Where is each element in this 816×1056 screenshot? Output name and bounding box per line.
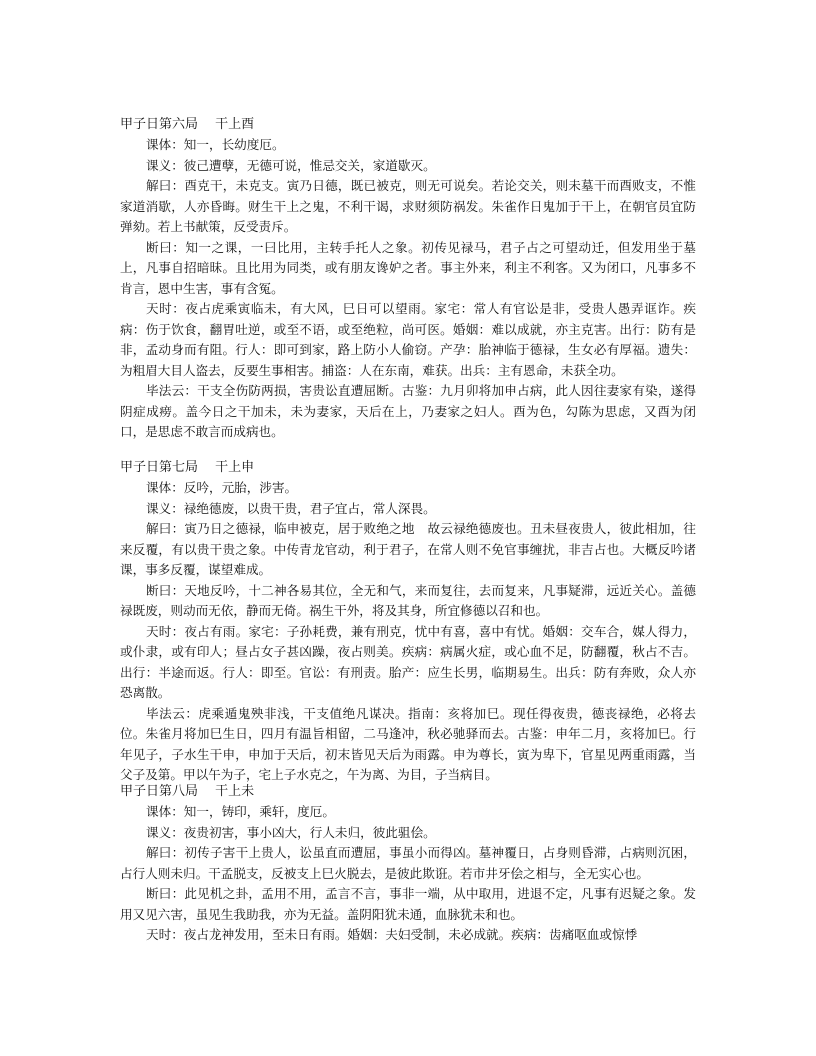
paragraph-tianshi: 天时：夜占龙神发用，至未日有雨。婚姻：夫妇受制，未必成就。疾病：齿痛呕血或惊悸: [146, 927, 638, 942]
section-6th-ju: [120, 115, 696, 443]
paragraph-duanyue: 断曰：此见机之卦，孟用不用，孟言不言，事非一端，从中取用，进退不定，凡事有迟疑之象。发用又见六害，虽见生我助我，亦为无益。盖阴阳犹未通，血脉犹未和也。: [120, 886, 696, 922]
paragraph-jieyue: 解曰：初传子害干上贵人，讼虽直而遭屈，事虽小而得凶。墓神覆日，占身则昏滞，占病则沉困，占行人则未归。干孟脱支，反被支上巳火脱去，是彼此欺诳。若市井牙侩之相与，全无实心也。: [120, 845, 696, 881]
paragraph-tianshi: 天时：夜占有雨。家宅：子孙耗费，兼有刑克，忧中有喜，喜中有忧。婚姻：交车合，媒人得力，或仆隶，或有印人；昼占女子甚凶躁，夜占则美。疾病：病属火症，或心血不足，防翻覆，秋占不吉。出行：半途而返。行人：即至。官讼：有刑责。胎产：应生长男，临期易生。出兵：防有奔败，众人亦恐离散。: [120, 623, 696, 700]
section-8th-ju: [120, 782, 696, 946]
section-title: 甲子日第七局 干上申: [120, 460, 255, 475]
section-7th-ju: [120, 458, 696, 786]
paragraph-tianshi: 天时：夜占虎乘寅临未，有大风，巳日可以望雨。家宅：常人有官讼是非，受贵人愚弄诓诈。疾病：伤于饮食，翻胃吐逆，或至不语，或至绝粒，尚可医。婚姻：难以成就，亦主克害。出行：防有是非，孟动身而有阻。行人：即可到家，路上防小人偷窃。产孕：胎神临于德禄，生女必有厚福。遗失：为粗眉大目人盗去，反要生事相害。捕盗：人在东南，难获。出兵：主有恩命，未获全功。: [120, 301, 696, 378]
paragraph-keti: 课体：反吟，元胎，涉害。: [146, 480, 298, 495]
paragraph-duanyue: 断曰：知一之课，一曰比用，主转手托人之象。初传见禄马，君子占之可望动迁，但发用坐于墓上，凡事自招暗昧。且比用为同类，或有朋友谗妒之者。事主外来，利主不利客。又为闭口，凡事多不肯言，恩中生害，事有含冤。: [120, 239, 696, 296]
paragraph-duanyue: 断曰：天地反吟，十二神各易其位，全无和气，来而复往，去而复来，凡事疑滞，远近关心。盖德禄既废，则动而无依，静而无倚。祸生干外，将及其身，所宜修德以召和也。: [120, 582, 696, 618]
paragraph-keti: 课体：知一，长幼度厄。: [146, 137, 285, 152]
paragraph-jieyue: 解曰：酉克干，未克支。寅乃日德，既已被克，则无可说矣。若论交关，则未墓干而酉败支，不惟家道消歇，人亦昏晦。财生干上之鬼，不利干谒，求财须防祸发。朱雀作日鬼加于干上，在朝官员宜防弹劾。若上书献策，反受责斥。: [120, 178, 696, 234]
section-title: 甲子日第六局 干上酉: [120, 117, 255, 132]
paragraph-keyi: 课义：夜贵初害，事小凶大，行人未归，彼此驵侩。: [146, 824, 436, 840]
section-title: 甲子日第八局 干上未: [120, 784, 255, 799]
paragraph-keyi: 课义：彼己遭孽，无德可说，惟忌交关，家道歇灭。: [146, 157, 436, 173]
paragraph-jieyue: 解曰：寅乃日之德禄，临申被克，居于败绝之地 故云禄绝德废也。丑未昼夜贵人，彼此相加，往来反覆，有以贵干贵之象。中传青龙官动，利于君子，在常人则不免官事缠扰，非吉占也。大概反吟诸课，事多反覆，谋望难成。: [120, 521, 696, 577]
paragraph-bifa: 毕法云：虎乘遁鬼殃非浅，干支值绝凡谋决。指南：亥将加巳。现任得夜贵，德丧禄绝，必将去位。朱雀月将加巳生日，四月有温旨相留，二马逢冲，秋必驰驿而去。古鉴：申年二月，亥将加巳。行年见子，子水生干申，申加于天后，初末皆见天后为雨露。申为尊长，寅为卑下，官星见两重雨露，当父子及第。甲以午为子，宅上子水克之，午为离、为目，子当病目。: [120, 705, 696, 782]
paragraph-bifa: 毕法云：干支全伤防两损，害贵讼直遭屈断。古鉴：九月卯将加申占病，此人因往妻家有染，遂得阴症成痨。盖今日之干加未，未为妻家，天后在上，乃妻家之妇人。酉为色，勾陈为思虑，又酉为闭口，是思虑不敢言而成病也。: [120, 383, 696, 439]
paragraph-keyi: 课义：禄绝德废，以贵干贵，君子宜占，常人深畏。: [146, 500, 436, 516]
paragraph-keti: 课体：知一，铸印，乘轩，度厄。: [146, 804, 335, 819]
